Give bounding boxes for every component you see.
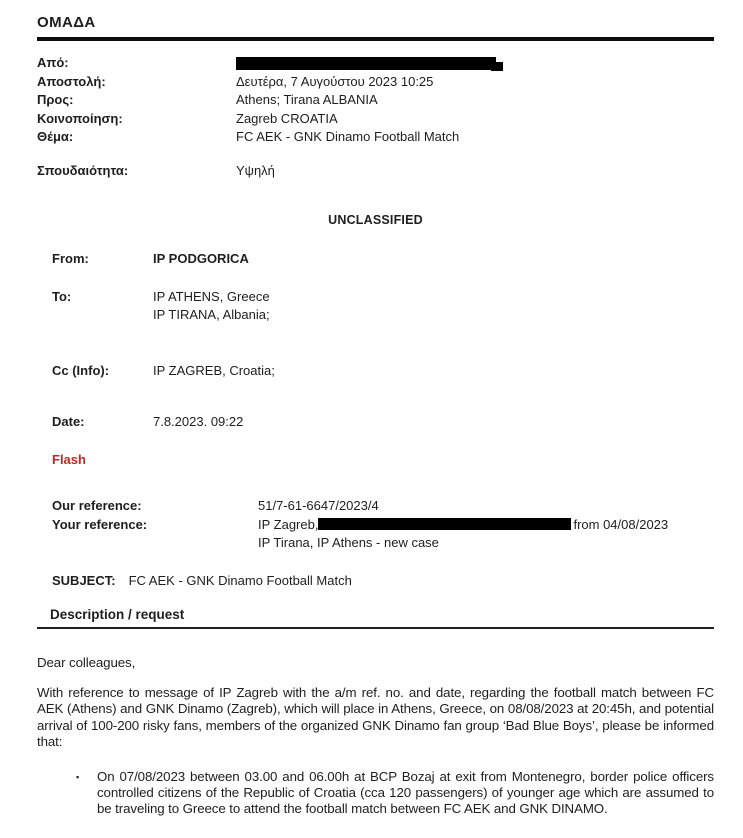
header-row-sent <box>37 73 714 92</box>
memo-to-value <box>153 288 714 325</box>
header-value: FC AEK - GNK Dinamo Football Match <box>236 129 460 144</box>
header-row-to <box>37 91 714 110</box>
salutation: Dear colleagues, <box>37 655 136 670</box>
subject-label: SUBJECT: <box>52 572 116 588</box>
header-label: Προς: <box>37 92 74 107</box>
header-label: Από: <box>37 55 69 70</box>
memo-block <box>37 250 714 590</box>
header-label: Σπουδαιότητα: <box>37 162 129 178</box>
header-row-importance <box>37 162 714 181</box>
memo-to-label: To: <box>52 288 72 304</box>
email-header <box>37 54 714 180</box>
our-reference-value: 51/7-61-6647/2023/4 <box>258 498 379 513</box>
section-header: Description / request <box>37 607 714 629</box>
memo-cc-row <box>52 362 714 381</box>
subject-row <box>52 572 714 591</box>
memo-to-line: IP TIRANA, Albania; <box>153 307 270 322</box>
header-value: Athens; Tirana ALBANIA <box>236 92 378 107</box>
header-row-cc <box>37 110 714 129</box>
bullet-text: On 07/08/2023 between 03.00 and 06.00h at BCP Bozaj at exit from Montenegro, border police officers controlled citizens of the Republic of Croatia (cca 120 passengers) of younger age which are assumed to be traveling to Greece to attend the football match between FC AEK and GNK DINAMO. <box>97 769 714 817</box>
your-reference-suffix: from 04/08/2023 <box>573 516 669 532</box>
redaction-bar <box>236 57 496 70</box>
title-rule <box>37 37 714 41</box>
memo-date-row <box>52 413 714 432</box>
header-label: Θέμα: <box>37 129 74 144</box>
our-reference-row <box>52 497 714 516</box>
body-paragraph: With reference to message of IP Zagreb with the a/m ref. no. and date, regarding the football match between FC AEK (Athens) and GNK Dinamo (Zagreb), which will place in Athens, Greece, on 08/08/2023 at 20:45h, and potential arrival of 100-200 risky fans, members of the organized GNK Dinamo fan group ‘Bad Blue Boys’, please be informed that: <box>37 685 714 749</box>
header-row-subject <box>37 128 714 147</box>
memo-to-line: IP ATHENS, Greece <box>153 288 270 304</box>
your-reference-line2: IP Tirana, IP Athens - new case <box>258 535 439 550</box>
subject-value: FC AEK - GNK Dinamo Football Match <box>128 572 352 588</box>
redaction-bar <box>318 518 571 530</box>
memo-from-label: From: <box>52 251 89 266</box>
your-reference-value <box>258 516 714 553</box>
flash-priority: Flash <box>52 451 86 467</box>
header-value: Υψηλή <box>236 162 275 178</box>
memo-cc-value: IP ZAGREB, Croatia; <box>153 362 275 378</box>
your-reference-line1 <box>258 516 714 535</box>
our-reference-label: Our reference: <box>52 498 142 513</box>
page-title: ΟΜΑΔΑ <box>37 14 96 31</box>
bullet-square-icon: ▪ <box>76 772 80 783</box>
memo-date-value: 7.8.2023. 09:22 <box>153 414 244 429</box>
header-value: Δευτέρα, 7 Αυγούστου 2023 10:25 <box>236 73 434 89</box>
header-label: Αποστολή: <box>37 73 106 89</box>
your-reference-label: Your reference: <box>52 516 148 532</box>
memo-to-row <box>52 288 714 325</box>
header-value: Zagreb CROATIA <box>236 110 338 126</box>
memo-from-row <box>52 250 714 269</box>
header-label: Κοινοποίηση: <box>37 110 123 126</box>
classification-banner: UNCLASSIFIED <box>328 213 423 227</box>
your-reference-prefix: IP Zagreb, <box>258 516 319 532</box>
bullet-item <box>37 769 714 818</box>
memo-date-label: Date: <box>52 414 85 429</box>
memo-from-value: IP PODGORICA <box>153 251 249 266</box>
header-row-from <box>37 54 714 73</box>
your-reference-row <box>52 516 714 553</box>
memo-cc-label: Cc (Info): <box>52 362 110 378</box>
header-value <box>236 54 714 73</box>
